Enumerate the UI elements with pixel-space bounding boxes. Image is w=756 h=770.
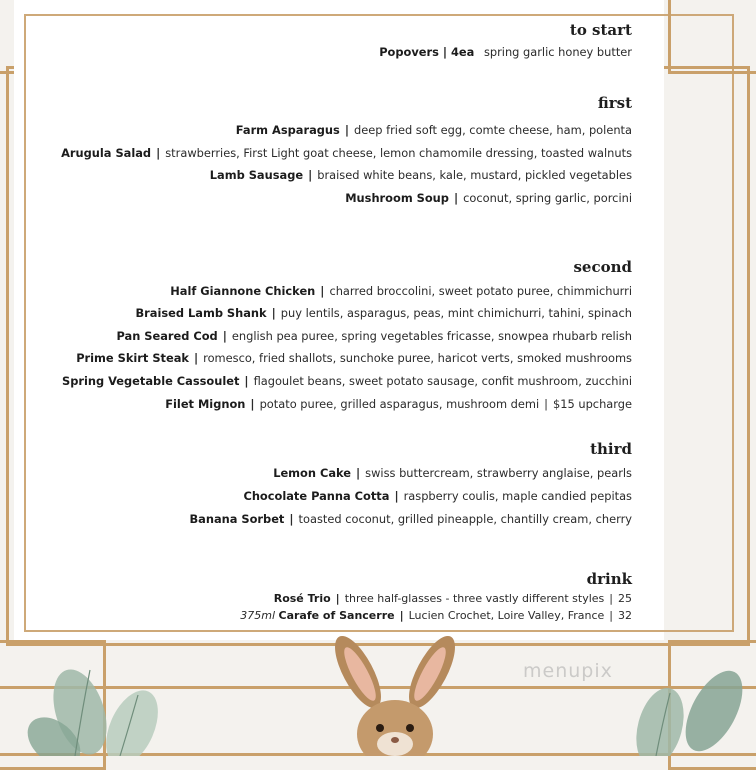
menu-item-farm-asparagus [236,123,632,137]
separator: | [271,306,276,320]
dish-name: Spring Vegetable Cassoulet [62,374,240,388]
separator: | [356,466,361,480]
dish-name: Mushroom Soup [345,191,449,205]
section-title-third: third [590,440,632,458]
separator: | [250,397,255,411]
dish-description: raspberry coulis, maple candied pepitas [403,489,632,503]
separator: | [394,489,399,503]
menu-item-rose-trio [274,592,632,605]
dish-description: english pea puree, spring vegetables fricasse, snowpea rhubarb relish [231,329,632,343]
dish-name: Filet Mignon [165,397,246,411]
section-title-first: first [597,94,632,112]
dish-name: Prime Skirt Steak [76,351,189,365]
dish-description: potato puree, grilled asparagus, mushroom demi [259,397,540,411]
watermark: menupix [523,660,613,682]
separator: | [244,374,249,388]
menu-item-arugula-salad [61,146,632,160]
dish-description: coconut, spring garlic, porcini [463,191,632,205]
menu-item-chocolate-panna-cotta [243,489,632,503]
dish-description: deep fried soft egg, comte cheese, ham, polenta [353,123,632,137]
dish-description: romesco, fried shallots, sunchoke puree, haricot verts, smoked mushrooms [203,351,632,365]
separator: | [335,592,340,605]
menu-item-popovers [379,45,632,59]
separator: | [222,329,227,343]
dish-name: Chocolate Panna Cotta [243,489,390,503]
dish-description: spring garlic honey butter [483,45,632,59]
dish-description: puy lentils, asparagus, peas, mint chimichurri, tahini, spinach [280,306,632,320]
dish-description: strawberries, First Light goat cheese, lemon chamomile dressing, toasted walnuts [165,146,632,160]
dish-name: Banana Sorbet [189,512,285,526]
price: 32 [618,609,632,622]
separator: | [320,284,325,298]
dish-description: Lucien Crochet, Loire Valley, France [408,609,605,622]
menu-item-lemon-cake [273,466,632,480]
menu-item-filet-mignon [165,397,632,411]
dish-name: Half Giannone Chicken [170,284,316,298]
bunny-illustration [320,634,470,756]
menu-item-half-giannone-chicken [170,284,632,298]
separator: | [193,351,199,365]
separator: | [609,609,613,622]
section-title-second: second [573,258,632,276]
dish-name: Arugula Salad [61,146,152,160]
menu-item-spring-vegetable-cassoulet [62,374,632,388]
dish-name: Lamb Sausage [209,168,304,182]
upcharge: $15 upcharge [553,397,632,411]
separator: | [344,123,349,137]
dish-name: Popovers | 4ea [379,45,475,59]
separator: | [289,512,294,526]
menu-item-lamb-sausage [210,168,632,182]
dish-name: Braised Lamb Shank [135,306,267,320]
dish-prefix: 375ml [240,609,276,622]
dish-description: swiss buttercream, strawberry anglaise, pearls [365,466,632,480]
eucalyptus-leaves-left [20,650,200,756]
menu-item-carafe-of-sancerre [240,609,632,622]
menu-item-banana-sorbet [189,512,632,526]
price: 25 [618,592,632,605]
dish-name: Farm Asparagus [235,123,340,137]
section-title-to-start: to start [569,21,632,39]
separator: | [609,592,613,605]
menu-item-mushroom-soup [345,191,632,205]
dish-name: Pan Seared Cod [116,329,218,343]
dish-description: toasted coconut, grilled pineapple, chantilly cream, cherry [298,512,632,526]
menu-item-prime-skirt-steak [76,351,632,365]
dish-name: Lemon Cake [273,466,351,480]
dish-description: flagoulet beans, sweet potato sausage, confit mushroom, zucchini [253,374,632,388]
dish-description: charred broccolini, sweet potato puree, chimmichurri [329,284,632,298]
separator: | [399,609,404,622]
section-title-drink: drink [586,570,632,588]
menu-item-pan-seared-cod [116,329,632,343]
separator: | [308,168,313,182]
dish-name: Carafe of Sancerre [278,609,395,622]
separator: | [156,146,161,160]
dish-description: braised white beans, kale, mustard, pickled vegetables [317,168,632,182]
separator: | [453,191,459,205]
menu-item-braised-lamb-shank [135,306,632,320]
dish-description: three half-glasses - three vastly different styles [344,592,605,605]
separator: | [544,397,548,411]
eucalyptus-leaves-right [610,665,756,756]
dish-name: Rosé Trio [273,592,331,605]
